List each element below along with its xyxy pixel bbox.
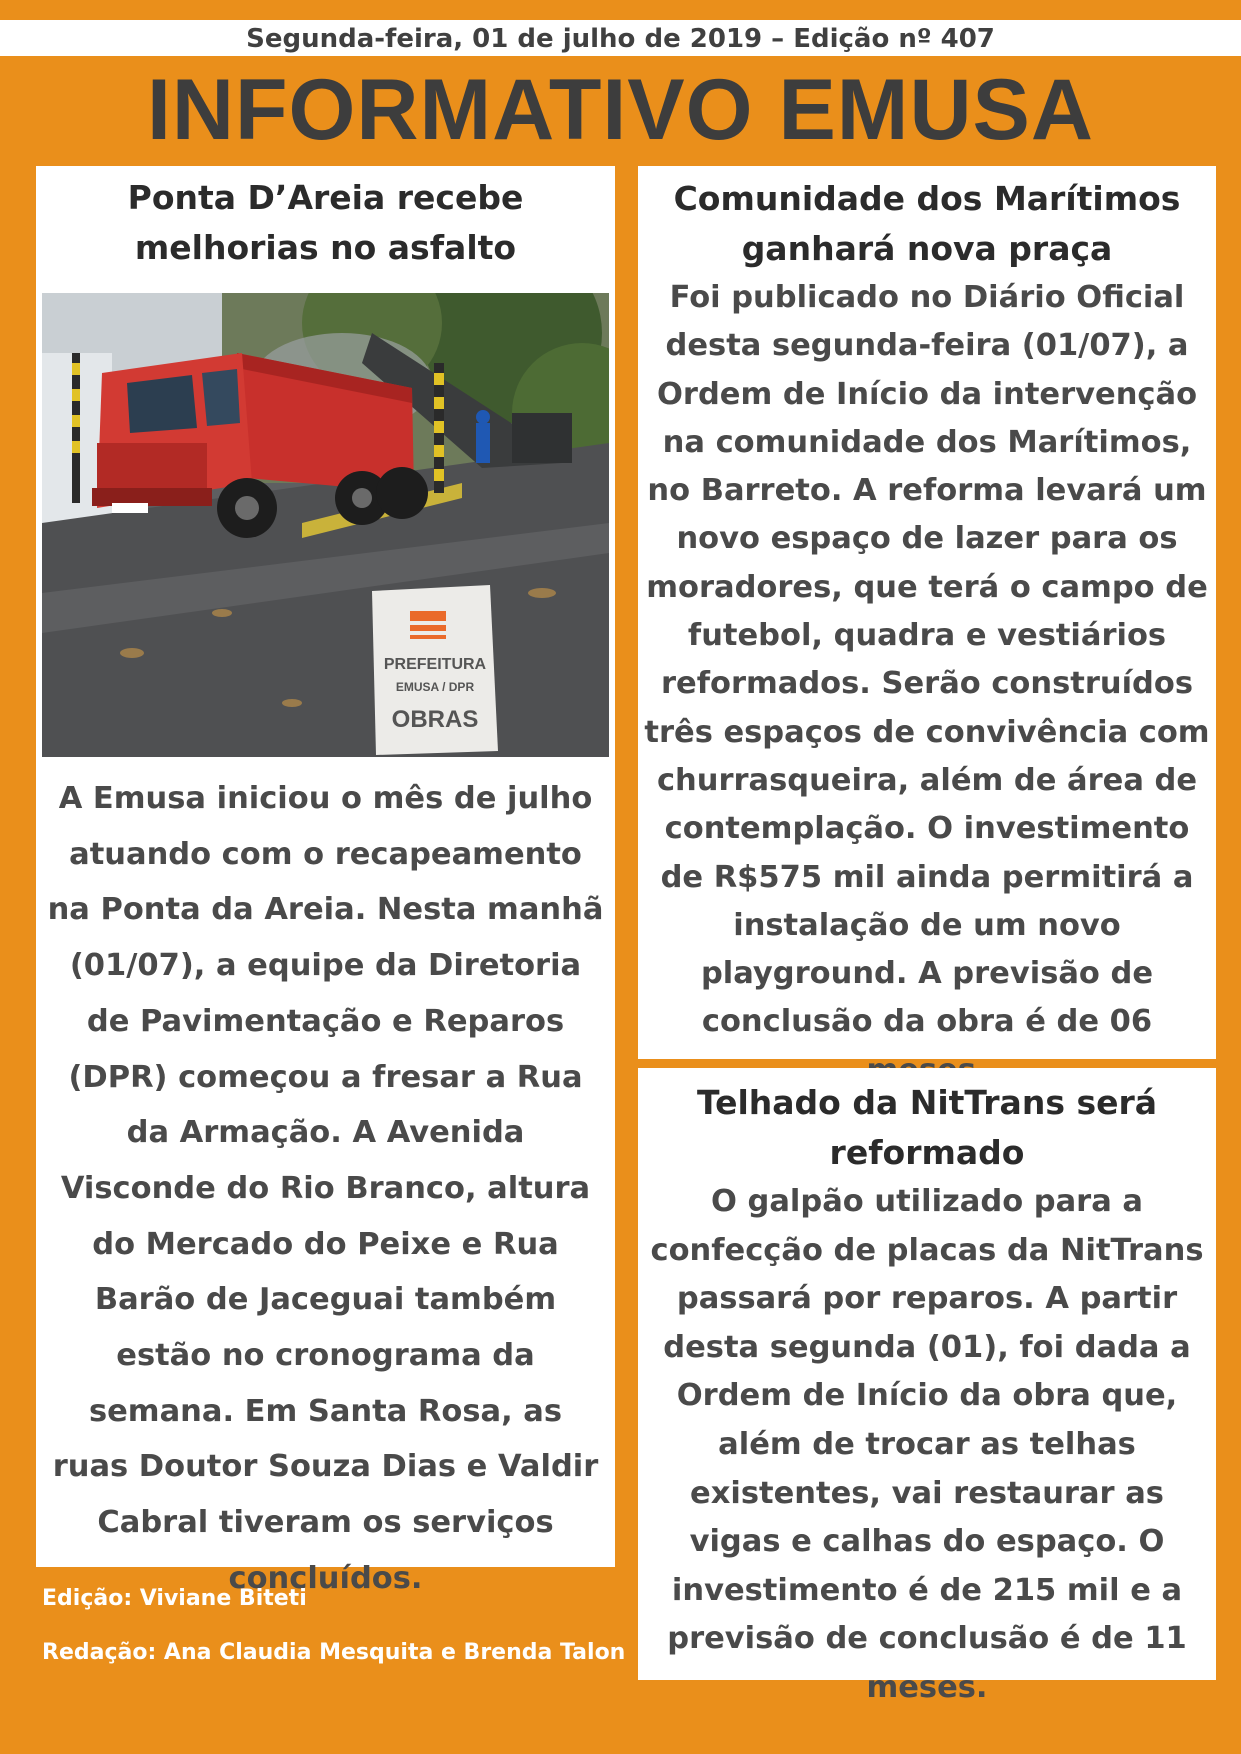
article-ponta-dareia bbox=[36, 166, 615, 1596]
sign-line2: EMUSA / DPR bbox=[395, 680, 475, 694]
sign-line3: OBRAS bbox=[391, 706, 479, 733]
credit-edicao: Edição: Viviane Biteti bbox=[42, 1586, 307, 1611]
sign-line1: PREFEITURA bbox=[383, 656, 487, 673]
article-headline: Telhado da NitTrans será reformado bbox=[696, 1083, 1158, 1172]
article-telhado-nittrans bbox=[638, 1068, 1216, 1705]
article-photo-truck bbox=[42, 293, 609, 757]
photo-illustration bbox=[42, 293, 609, 757]
article-body: Foi publicado no Diário Oficial desta segunda-feira (01/07), a Ordem de Início da intervenção na comunidade dos Marítimos, no Barreto. A reforma levará um novo espaço de lazer para os moradores, que terá o campo de futebol, quadra e vestiários reformados. Serão construídos três espaços de convivência com churrasqueira, além de área de contemplação. O investimento de R$575 mil ainda permitirá a instalação de um novo playground. A previsão de conclusão da obra é de 06 bbox=[644, 280, 1210, 1040]
masthead-title: INFORMATIVO EMUSA bbox=[146, 62, 1095, 158]
credit-redacao: Redação: Ana Claudia Mesquita e Brenda Talon bbox=[42, 1640, 626, 1665]
article-comunidade-maritimos bbox=[638, 166, 1216, 1059]
article-headline: Ponta D’Areia recebe melhorias no asfalto bbox=[127, 178, 524, 267]
article-body: A Emusa iniciou o mês de julho atuando com o recapeamento na Ponta da Areia. Nesta manhã (01/07), a equipe da Diretoria de Pavimentação e Reparos (DPR) começou a fresar a Rua da Armação. A Avenida Visconde do Rio Branco, altura do Mercado do Peixe e Rua Barão de Jaceguai também estão no cronograma da semana. Em Santa Rosa, as ruas Doutor Souza Dias e Valdir Cabral tiveram os serviços concluídos. bbox=[47, 781, 604, 1596]
dateline: Segunda-feira, 01 de julho de 2019 – Edição nº 407 bbox=[0, 20, 1241, 56]
article-headline: Comunidade dos Marítimos ganhará nova praça bbox=[673, 179, 1181, 268]
article-body: O galpão utilizado para a confecção de placas da NitTrans passará por reparos. A partir desta segunda (01), foi dada a Ordem de Início da obra que, além de trocar as telhas existentes, vai restaurar as vigas e calhas do espaço. O investimento é de 215 mil e a previsão de conclusão é de 11 meses. bbox=[650, 1184, 1204, 1705]
